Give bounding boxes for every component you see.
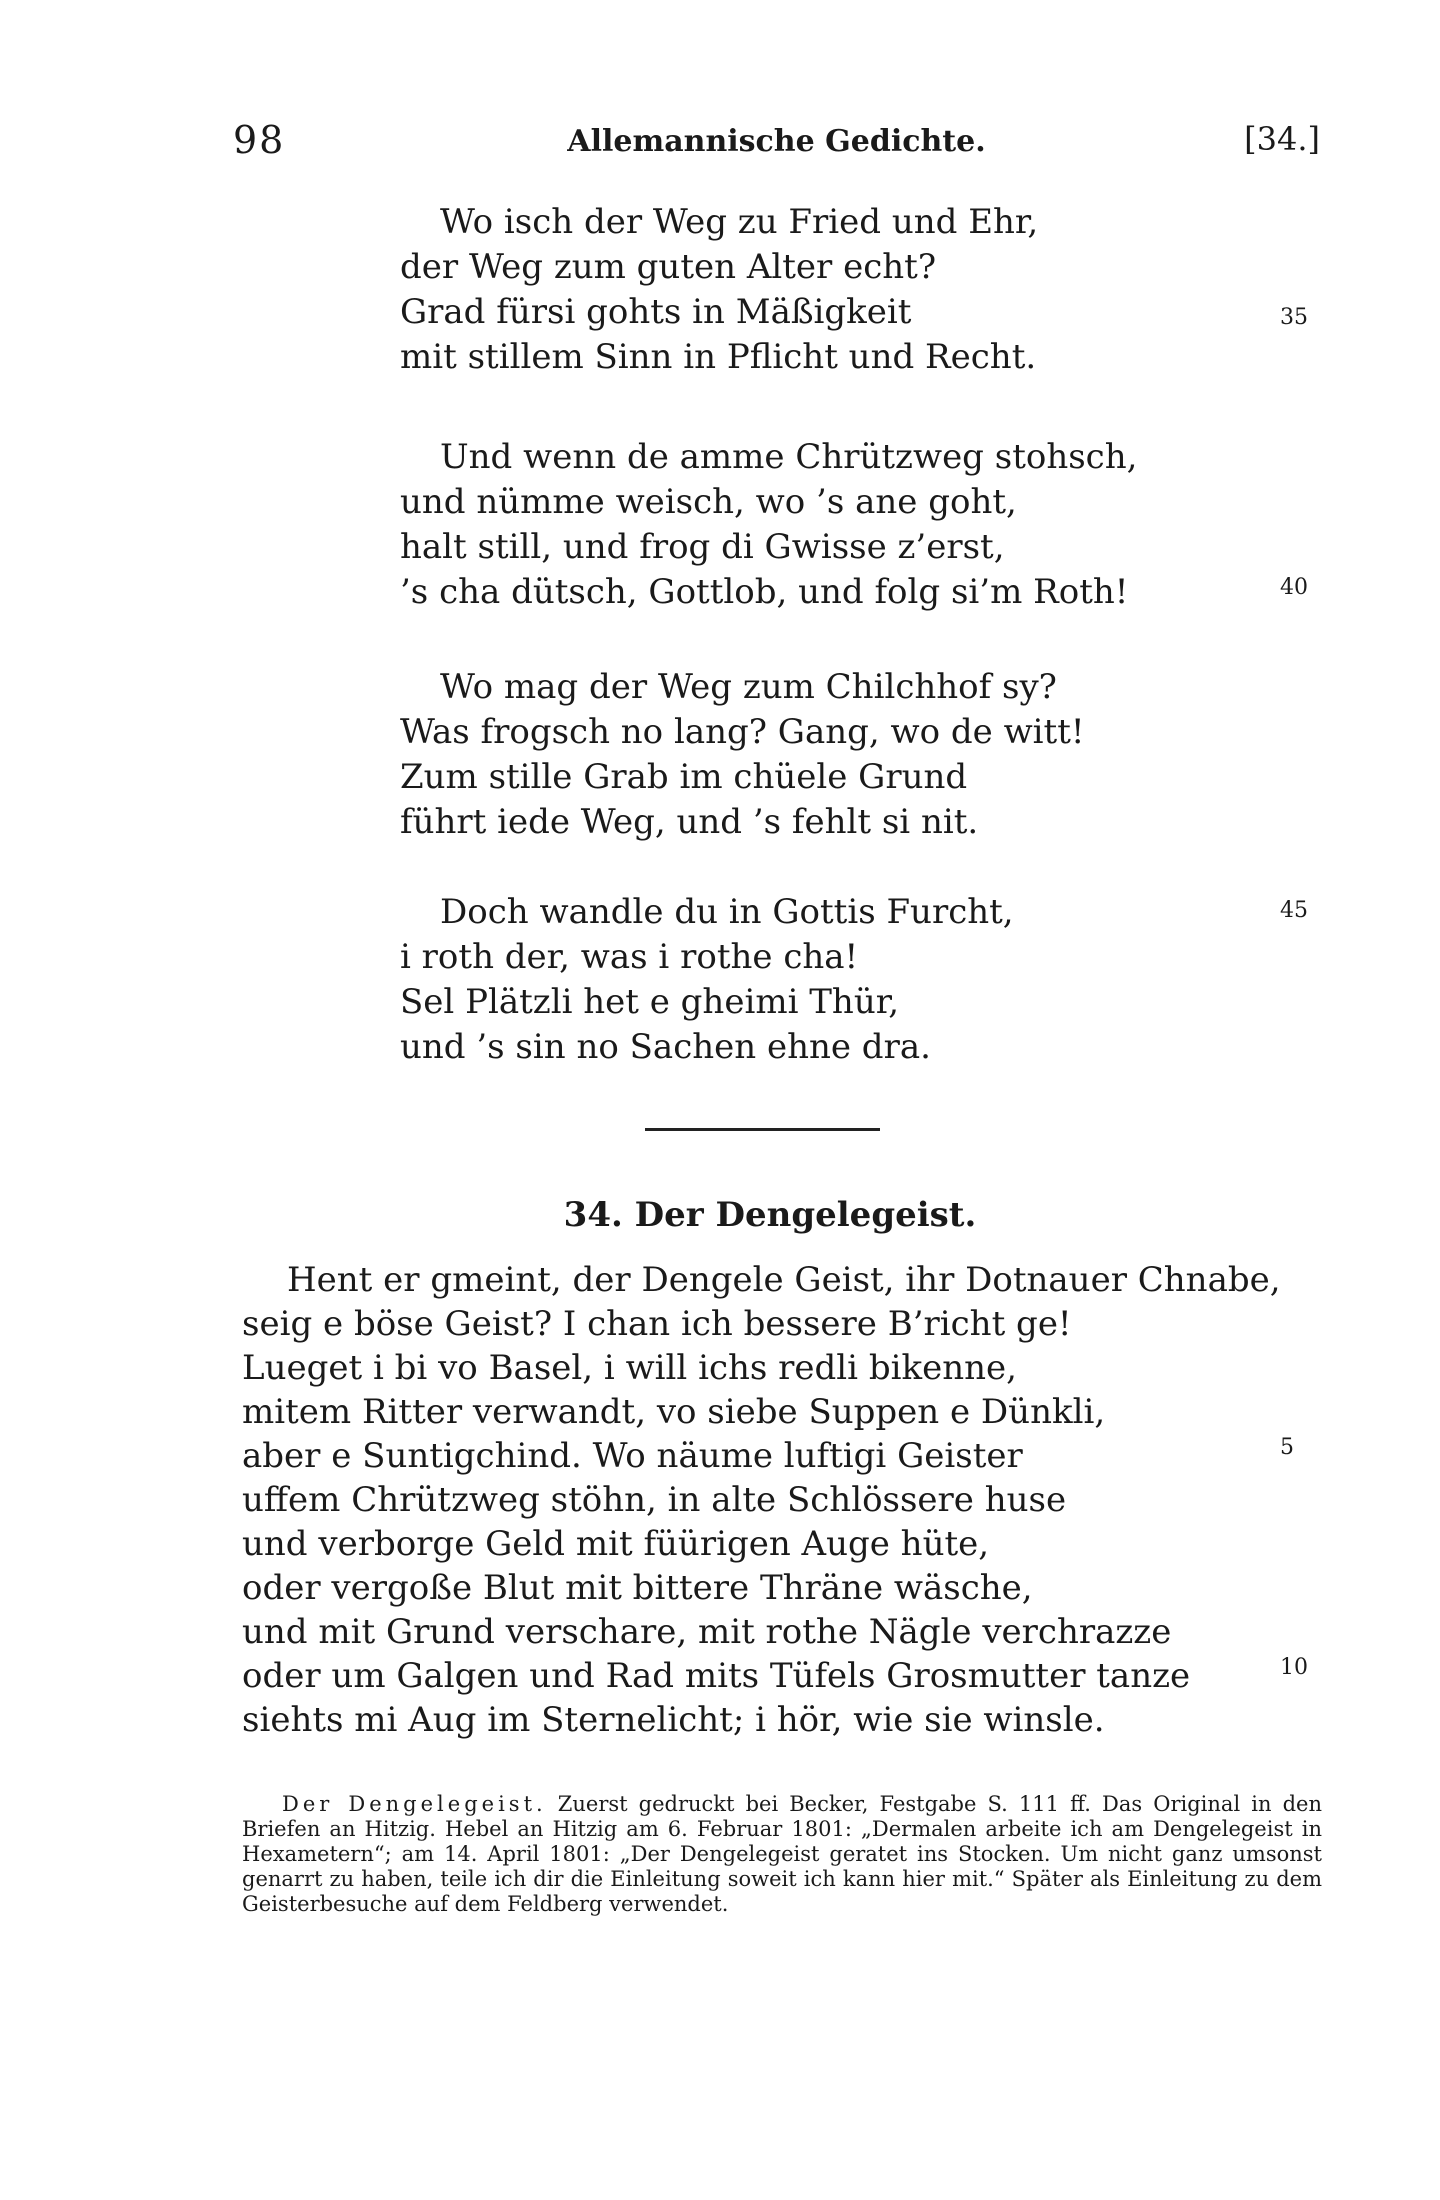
verse-line: halt still, und frog di Gwisse z’erst, — [400, 527, 1005, 567]
line-number: 5 — [1280, 1435, 1294, 1460]
page-header — [233, 118, 1320, 168]
line-number: 10 — [1280, 1655, 1308, 1680]
footnote — [242, 1792, 1322, 1917]
verse-line: aber e Suntigchind. Wo näume luftigi Geister — [242, 1436, 1023, 1476]
line-number: 40 — [1280, 575, 1308, 600]
poem-reference: [34.] — [1244, 120, 1320, 158]
verse-line: und ’s sin no Sachen ehne dra. — [400, 1027, 931, 1067]
poem-34-body — [242, 1258, 1282, 1742]
section-divider — [645, 1128, 880, 1131]
verse-line: Hent er gmeint, der Dengele Geist, ihr Dotnauer Chnabe, — [287, 1260, 1281, 1300]
running-title: Allemannische Gedichte. — [567, 124, 986, 159]
verse-line: siehts mi Aug im Sternelicht; i hör, wie sie winsle. — [242, 1700, 1105, 1740]
verse-line: Was frogsch no lang? Gang, wo de witt! — [400, 712, 1085, 752]
stanza-2 — [400, 435, 1180, 615]
verse-line: Wo mag der Weg zum Chilchhof sy? — [440, 667, 1057, 707]
verse-line: Doch wandle du in Gottis Furcht, — [440, 892, 1014, 932]
verse-line: und nümme weisch, wo ’s ane goht, — [400, 482, 1017, 522]
verse-line: mitem Ritter verwandt, vo siebe Suppen e Dünkli, — [242, 1392, 1106, 1432]
stanza-4 — [400, 890, 1180, 1070]
verse-line: Grad fürsi gohts in Mäßigkeit — [400, 292, 912, 332]
verse-line: seig e böse Geist? I chan ich bessere B’richt ge! — [242, 1304, 1072, 1344]
verse-line: ’s cha dütsch, Gottlob, und folg si’m Roth! — [400, 572, 1129, 612]
verse-line: und verborge Geld mit füürigen Auge hüte, — [242, 1524, 990, 1564]
poem-title: 34. Der Dengelegeist. — [563, 1195, 977, 1235]
verse-line: führt iede Weg, und ’s fehlt si nit. — [400, 802, 979, 842]
line-number: 45 — [1280, 898, 1308, 923]
verse-line: Und wenn de amme Chrützweg stohsch, — [440, 437, 1138, 477]
stanza-3 — [400, 665, 1180, 845]
verse-line: oder vergoße Blut mit bittere Thräne wäsche, — [242, 1568, 1033, 1608]
verse-line: mit stillem Sinn in Pflicht und Recht. — [400, 337, 1037, 377]
verse-line: i roth der, was i rothe cha! — [400, 937, 859, 977]
footnote-text: Zuerst gedruckt bei Becker, Festgabe S. 111 ff. Das Original in den Briefen an Hitzig. Hebel an Hitzig am 6. Februar 1801: „Dermalen arbeite ich am Dengelegeist in Hexametern“; am 14. April 1801: „Der Dengelegeist geratet ins Stocken. Um nicht ganz umsonst genarrt zu haben, teile ich dir die Einleitung soweit ich kann hier mit.“ Später als Einleitung zu dem Geisterbesuche auf dem Feldberg verwendet. — [242, 1792, 1322, 1916]
verse-line: oder um Galgen und Rad mits Tüfels Grosmutter tanze — [242, 1656, 1191, 1696]
line-number: 35 — [1280, 305, 1308, 330]
verse-line: Wo isch der Weg zu Fried und Ehr, — [440, 202, 1039, 242]
verse-line: Lueget i bi vo Basel, i will ichs redli bikenne, — [242, 1348, 1017, 1388]
verse-line: und mit Grund verschare, mit rothe Nägle verchrazze — [242, 1612, 1172, 1652]
verse-line: Sel Plätzli het e gheimi Thür, — [400, 982, 900, 1022]
verse-line: uffem Chrützweg stöhn, in alte Schlössere huse — [242, 1480, 1067, 1520]
stanza-1 — [400, 200, 1180, 380]
verse-line: der Weg zum guten Alter echt? — [400, 247, 937, 287]
verse-line: Zum stille Grab im chüele Grund — [400, 757, 968, 797]
page-number: 98 — [233, 118, 286, 162]
footnote-label: Der Dengelegeist. — [282, 1792, 547, 1816]
